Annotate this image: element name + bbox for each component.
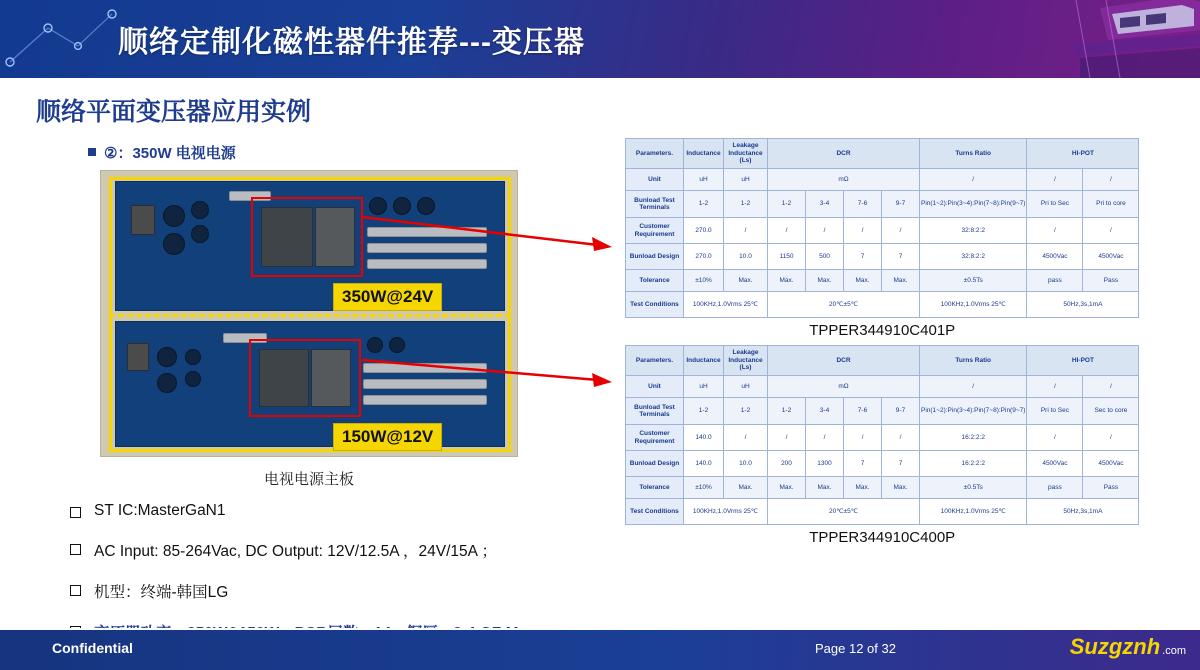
cell: / xyxy=(724,425,768,451)
cell: 10.0 xyxy=(724,244,768,270)
cell: 7 xyxy=(882,244,920,270)
spec-table-2-wrapper xyxy=(625,345,1139,546)
cell: / xyxy=(1027,218,1083,244)
slide-header-banner xyxy=(0,0,1200,78)
page-number: Page 12 of 32 xyxy=(815,641,896,656)
list-item xyxy=(70,502,630,520)
component-capacitor-b xyxy=(163,233,185,255)
section-title: 顺络平面变压器应用实例 xyxy=(36,98,312,126)
spec-table-1-wrapper xyxy=(625,138,1139,339)
cell: ±0.5Ts xyxy=(920,477,1027,499)
table-row xyxy=(626,499,1139,525)
site-logo xyxy=(1070,634,1186,660)
row-label: Customer Requirement xyxy=(626,425,684,451)
transformer-highlight-box-top xyxy=(251,197,363,277)
cell: 20℃±5℃ xyxy=(768,292,920,318)
cell: uH xyxy=(724,169,768,191)
cell: 16:2:2:2 xyxy=(920,451,1027,477)
cell: 20℃±5℃ xyxy=(768,499,920,525)
table-header-row xyxy=(626,346,1139,376)
table-row xyxy=(626,292,1139,318)
table-2-caption: TPPER344910C400P xyxy=(809,529,956,546)
component-capacitor-k xyxy=(185,371,201,387)
component-capacitor-i xyxy=(157,373,177,393)
cell: / xyxy=(1027,425,1083,451)
cell: 270.0 xyxy=(684,244,724,270)
cell: Max. xyxy=(724,270,768,292)
cell: uH xyxy=(684,376,724,398)
cell: 7 xyxy=(882,451,920,477)
cell: / xyxy=(1027,376,1083,398)
cell: Max. xyxy=(844,477,882,499)
cell: Max. xyxy=(844,270,882,292)
table-row xyxy=(626,218,1139,244)
component-regulator-bottom xyxy=(127,343,149,371)
cell: / xyxy=(768,425,806,451)
th-turns-ratio: Turns Ratio xyxy=(920,139,1027,169)
cell: 10.0 xyxy=(724,451,768,477)
cell: 4500Vac xyxy=(1027,244,1083,270)
cell: mΩ xyxy=(768,169,920,191)
cell: / xyxy=(882,218,920,244)
cell: 4500Vac xyxy=(1083,244,1139,270)
confidential-label: Confidential xyxy=(52,640,133,656)
cell: 1-2 xyxy=(724,398,768,425)
checkbox-outline-icon xyxy=(70,544,81,555)
cell: 100KHz,1.0Vrms 25℃ xyxy=(684,292,768,318)
list-item xyxy=(70,580,630,602)
component-capacitor-c xyxy=(191,201,209,219)
th-hipot: HI-POT xyxy=(1027,139,1139,169)
cell: pass xyxy=(1027,270,1083,292)
cell: / xyxy=(1083,376,1139,398)
item-bullet xyxy=(88,142,236,163)
row-label: Unit xyxy=(626,169,684,191)
row-label: Test Conditions xyxy=(626,292,684,318)
cell: / xyxy=(844,218,882,244)
row-label: Bunload Design xyxy=(626,451,684,477)
cell: 1-2 xyxy=(684,398,724,425)
cell: 3-4 xyxy=(806,398,844,425)
cell: 7 xyxy=(844,451,882,477)
cell: uH xyxy=(724,376,768,398)
cell: Pin(1~2):Pin(3~4):Pin(7~8):Pin(9~7) xyxy=(920,191,1027,218)
spec-table-2 xyxy=(625,345,1139,525)
power-tag-top: 350W@24V xyxy=(333,283,442,311)
cell: 200 xyxy=(768,451,806,477)
table-row xyxy=(626,169,1139,191)
square-bullet-icon xyxy=(88,148,96,156)
cell: Pri to Sec xyxy=(1027,398,1083,425)
component-capacitor-a xyxy=(163,205,185,227)
th-parameters: Parameters. xyxy=(626,139,684,169)
th-hipot: HI-POT xyxy=(1027,346,1139,376)
power-tag-bottom: 150W@12V xyxy=(333,423,442,451)
cell: ±0.5Ts xyxy=(920,270,1027,292)
row-label: Test Conditions xyxy=(626,499,684,525)
th-inductance: Inductance xyxy=(684,346,724,376)
cell: / xyxy=(920,169,1027,191)
table-row xyxy=(626,270,1139,292)
cell: Max. xyxy=(806,270,844,292)
row-label: Bunload Design xyxy=(626,244,684,270)
cell: 7 xyxy=(844,244,882,270)
row-label: Tolerance xyxy=(626,477,684,499)
cell: 100KHz,1.0Vrms 25℃ xyxy=(684,499,768,525)
component-connector-top-3 xyxy=(367,259,487,269)
cell: / xyxy=(1083,425,1139,451)
table-row xyxy=(626,398,1139,425)
cell: / xyxy=(1083,169,1139,191)
table-row xyxy=(626,244,1139,270)
cell: 9-7 xyxy=(882,191,920,218)
th-dcr: DCR xyxy=(768,139,920,169)
cell: 4500Vac xyxy=(1083,451,1139,477)
cell: 3-4 xyxy=(806,191,844,218)
row-label: Unit xyxy=(626,376,684,398)
cell: 100KHz,1.0Vrms 25℃ xyxy=(920,499,1027,525)
component-regulator-top xyxy=(131,205,155,235)
cell: 1-2 xyxy=(768,191,806,218)
spec-table-1 xyxy=(625,138,1139,318)
cell: Max. xyxy=(882,477,920,499)
cell: 32:8:2:2 xyxy=(920,218,1027,244)
callout-arrow-bottom xyxy=(360,338,620,398)
spec-text: AC Input: 85-264Vac, DC Output: 12V/12.5A ，24V/15A ； xyxy=(94,543,497,560)
cell: 270.0 xyxy=(684,218,724,244)
table-header-row xyxy=(626,139,1139,169)
cell: uH xyxy=(684,169,724,191)
cell: Max. xyxy=(768,477,806,499)
cell: 140.0 xyxy=(684,425,724,451)
cell: 16:2:2:2 xyxy=(920,425,1027,451)
row-label: Customer Requirement xyxy=(626,218,684,244)
checkbox-outline-icon xyxy=(70,585,81,596)
page-title: 顺络定制化磁性器件推荐---变压器 xyxy=(118,26,585,59)
site-logo-text: Suzgznh xyxy=(1069,634,1161,659)
component-capacitor-h xyxy=(157,347,177,367)
cell: / xyxy=(1083,218,1139,244)
checkbox-outline-icon xyxy=(70,507,81,518)
photo-guide-line-top xyxy=(109,177,511,180)
cell: 1-2 xyxy=(684,191,724,218)
item-bullet-label: ②：350W 电视电源 xyxy=(104,145,236,162)
th-turns-ratio: Turns Ratio xyxy=(920,346,1027,376)
cell: / xyxy=(1027,169,1083,191)
photo-guide-line-middle xyxy=(109,314,511,317)
row-label: Bunload Test Terminals xyxy=(626,398,684,425)
cell: 1150 xyxy=(768,244,806,270)
cell: / xyxy=(724,218,768,244)
cell: 140.0 xyxy=(684,451,724,477)
header-rule xyxy=(0,79,1200,82)
table-row xyxy=(626,425,1139,451)
cell: Pass xyxy=(1083,477,1139,499)
th-inductance: Inductance xyxy=(684,139,724,169)
cell: Pass xyxy=(1083,270,1139,292)
cell: Sec to core xyxy=(1083,398,1139,425)
cell: / xyxy=(768,218,806,244)
cell: 32:8:2:2 xyxy=(920,244,1027,270)
cell: 100KHz,1.0Vrms 25℃ xyxy=(920,292,1027,318)
cell: Max. xyxy=(768,270,806,292)
cell: / xyxy=(806,425,844,451)
cell: Pri to Sec xyxy=(1027,191,1083,218)
th-dcr: DCR xyxy=(768,346,920,376)
cell: 1300 xyxy=(806,451,844,477)
footer-rule xyxy=(0,628,1200,630)
cell: / xyxy=(844,425,882,451)
cell: ±10% xyxy=(684,270,724,292)
cell: / xyxy=(920,376,1027,398)
cell: 500 xyxy=(806,244,844,270)
network-decoration-icon xyxy=(0,0,120,78)
photo-guide-line-left xyxy=(109,177,112,452)
cell: Max. xyxy=(882,270,920,292)
cell: 7-6 xyxy=(844,191,882,218)
cell: ±10% xyxy=(684,477,724,499)
callout-arrow-top xyxy=(360,195,620,255)
table-1-caption: TPPER344910C401P xyxy=(809,322,956,339)
table-row xyxy=(626,376,1139,398)
spec-text: ST IC:MasterGaN1 xyxy=(94,502,226,519)
site-logo-domain: .com xyxy=(1162,645,1186,657)
cell: / xyxy=(806,218,844,244)
component-capacitor-d xyxy=(191,225,209,243)
th-leakage-inductance: Leakage Inductance (Ls) xyxy=(724,139,768,169)
cell: 4500Vac xyxy=(1027,451,1083,477)
list-item xyxy=(70,539,630,561)
transformer-highlight-box-bottom xyxy=(249,339,361,417)
spec-text: 机型：终端-韩国LG xyxy=(94,584,229,601)
photo-caption: 电视电源主板 xyxy=(263,471,354,488)
cell: pass xyxy=(1027,477,1083,499)
table-row xyxy=(626,477,1139,499)
photo-guide-line-bottom xyxy=(109,449,511,452)
cell: / xyxy=(882,425,920,451)
component-capacitor-j xyxy=(185,349,201,365)
cell: 50Hz,3s,1mA xyxy=(1027,292,1139,318)
cell: 1-2 xyxy=(724,191,768,218)
cell: Pin(1~2):Pin(3~4):Pin(7~8):Pin(9~7) xyxy=(920,398,1027,425)
row-label: Tolerance xyxy=(626,270,684,292)
row-label: Bunload Test Terminals xyxy=(626,191,684,218)
train-decoration-icon xyxy=(980,0,1200,78)
cell: 9-7 xyxy=(882,398,920,425)
th-leakage-inductance: Leakage Inductance (Ls) xyxy=(724,346,768,376)
cell: 50Hz,3s,1mA xyxy=(1027,499,1139,525)
cell: mΩ xyxy=(768,376,920,398)
slide-footer xyxy=(0,628,1200,670)
th-parameters: Parameters. xyxy=(626,346,684,376)
cell: 7-6 xyxy=(844,398,882,425)
cell: 1-2 xyxy=(768,398,806,425)
cell: Max. xyxy=(806,477,844,499)
cell: Max. xyxy=(724,477,768,499)
cell: Pri to core xyxy=(1083,191,1139,218)
table-row xyxy=(626,191,1139,218)
table-row xyxy=(626,451,1139,477)
